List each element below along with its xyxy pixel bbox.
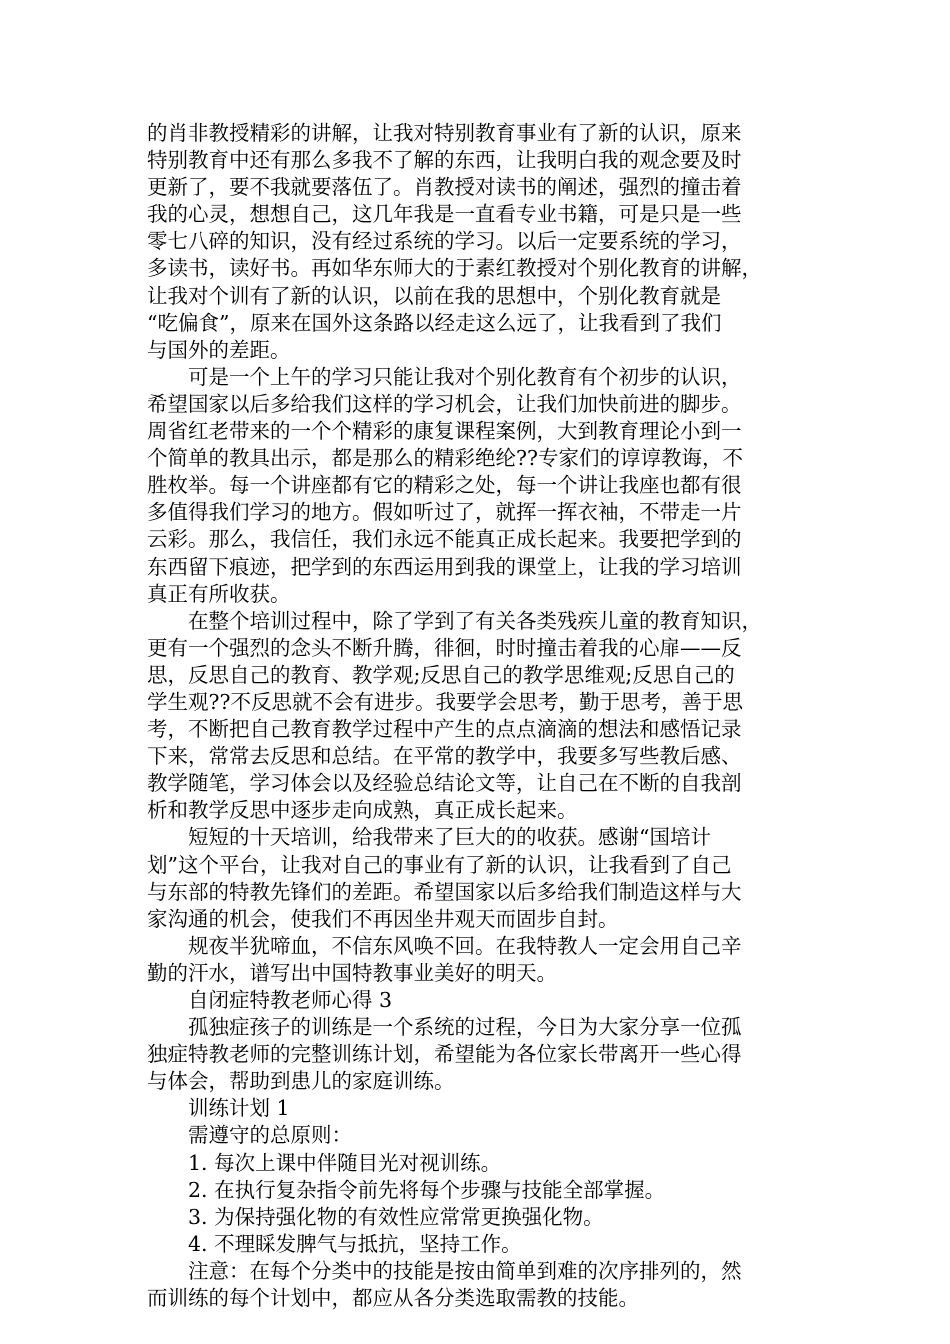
paragraph bbox=[147, 1122, 827, 1149]
text-line: 勤的汗水，谱写出中国特教事业美好的明天。 bbox=[147, 960, 557, 985]
text-line: 短短的十天培训，给我带来了巨大的的收获。感谢“国培计 bbox=[188, 825, 711, 850]
text-line: 云彩。那么，我信任，我们永远不能真正成长起来。我要把学到的 bbox=[147, 527, 742, 552]
paragraph bbox=[147, 1014, 827, 1095]
paragraph bbox=[147, 1231, 827, 1258]
text-line: 更有一个强烈的念头不断升腾，徘徊，时时撞击着我的心扉——反 bbox=[147, 635, 742, 660]
paragraph bbox=[147, 1204, 827, 1231]
text-line: 特别教育中还有那么多我不了解的东西，让我明白我的观念要及时 bbox=[147, 148, 742, 173]
text-line: “吃偏食”，原来在国外这条路以经走这么远了，让我看到了我们 bbox=[147, 310, 722, 335]
paragraph bbox=[147, 933, 827, 987]
text-line: 孤独症孩子的训练是一个系统的过程，今日为大家分享一位孤 bbox=[188, 1015, 742, 1040]
text-line: 与体会，帮助到患儿的家庭训练。 bbox=[147, 1069, 455, 1094]
document-body bbox=[147, 120, 827, 1312]
text-line: 注意：在每个分类中的技能是按由简单到难的次序排列的，然 bbox=[188, 1258, 742, 1283]
text-line: 2. 在执行复杂指令前先将每个步骤与技能全部掌握。 bbox=[188, 1177, 666, 1202]
text-line: 家沟通的机会，使我们不再因坐井观天而固步自封。 bbox=[147, 906, 619, 931]
text-line: 周省红老带来的一个个精彩的康复课程案例，大到教育理论小到一 bbox=[147, 419, 742, 444]
text-line: 我的心灵，想想自己，这几年我是一直看专业书籍，可是只是一些 bbox=[147, 202, 742, 227]
text-line: 而训练的每个计划中，都应从各分类选取需教的技能。 bbox=[147, 1286, 639, 1311]
text-line: 规夜半犹啼血，不信东风唤不回。在我特教人一定会用自己辛 bbox=[188, 933, 742, 958]
text-line: 在整个培训过程中，除了学到了有关各类残疾儿童的教育知识， bbox=[188, 608, 762, 633]
text-line: 自闭症特教老师心得 3 bbox=[188, 988, 393, 1012]
paragraph bbox=[147, 120, 827, 364]
text-line: 下来，常常去反思和总结。在平常的教学中，我要多写些教后感、 bbox=[147, 744, 742, 769]
paragraph bbox=[147, 364, 827, 608]
paragraph bbox=[147, 1177, 827, 1204]
text-line: 需遵守的总原则： bbox=[188, 1123, 352, 1148]
text-line: 独症特教老师的完整训练计划，希望能为各位家长带离开一些心得 bbox=[147, 1042, 742, 1067]
text-line: 4. 不理睬发脾气与抵抗，坚持工作。 bbox=[188, 1231, 522, 1256]
paragraph bbox=[147, 1095, 827, 1122]
text-line: 更新了，要不我就要落伍了。肖教授对读书的阐述，强烈的撞击着 bbox=[147, 175, 742, 200]
text-line: 真正有所收获。 bbox=[147, 581, 291, 606]
paragraph bbox=[147, 987, 827, 1014]
text-line: 希望国家以后多给我们这样的学习机会，让我们加快前进的脚步。 bbox=[147, 391, 742, 416]
text-line: 的肖非教授精彩的讲解，让我对特别教育事业有了新的认识，原来 bbox=[147, 121, 742, 145]
text-line: 东西留下痕迹，把学到的东西运用到我的课堂上，让我的学习培训 bbox=[147, 554, 742, 579]
text-line: 划”这个平台，让我对自己的事业有了新的认识，让我看到了自己 bbox=[147, 852, 732, 877]
text-line: 考，不断把自己教育教学过程中产生的点点滴滴的想法和感悟记录 bbox=[147, 717, 742, 742]
text-line: 教学随笔，学习体会以及经验总结论文等，让自己在不断的自我剖 bbox=[147, 771, 742, 796]
text-line: 析和教学反思中逐步走向成熟，真正成长起来。 bbox=[147, 798, 578, 823]
text-line: 多值得我们学习的地方。假如听过了，就挥一挥衣袖，不带走一片 bbox=[147, 500, 742, 525]
paragraph bbox=[147, 608, 827, 825]
paragraph bbox=[147, 1150, 827, 1177]
text-line: 训练计划 1 bbox=[188, 1096, 290, 1121]
text-line: 可是一个上午的学习只能让我对个别化教育有个初步的认识， bbox=[188, 364, 742, 389]
paragraph bbox=[147, 1258, 827, 1312]
text-line: 学生观??不反思就不会有进步。我要学会思考，勤于思考，善于思 bbox=[147, 689, 743, 714]
paragraph bbox=[147, 824, 827, 932]
text-line: 与国外的差距。 bbox=[147, 337, 291, 362]
text-line: 多读书，读好书。再如华东师大的于素红教授对个别化教育的讲解， bbox=[147, 256, 762, 281]
text-line: 个简单的教具出示，都是那么的精彩绝纶??专家们的谆谆教诲，不 bbox=[147, 446, 743, 471]
text-line: 1. 每次上课中伴随目光对视训练。 bbox=[188, 1150, 502, 1175]
text-line: 让我对个训有了新的认识，以前在我的思想中，个别化教育就是 bbox=[147, 283, 721, 308]
text-line: 与东部的特教先锋们的差距。希望国家以后多给我们制造这样与大 bbox=[147, 879, 742, 904]
text-line: 零七八碎的知识，没有经过系统的学习。以后一定要系统的学习， bbox=[147, 229, 742, 254]
text-line: 胜枚举。每一个讲座都有它的精彩之处，每一个讲让我座也都有很 bbox=[147, 473, 742, 498]
text-line: 思，反思自己的教育、教学观;反思自己的教学思维观;反思自己的 bbox=[147, 662, 735, 687]
text-line: 3. 为保持强化物的有效性应常常更换强化物。 bbox=[188, 1204, 604, 1229]
